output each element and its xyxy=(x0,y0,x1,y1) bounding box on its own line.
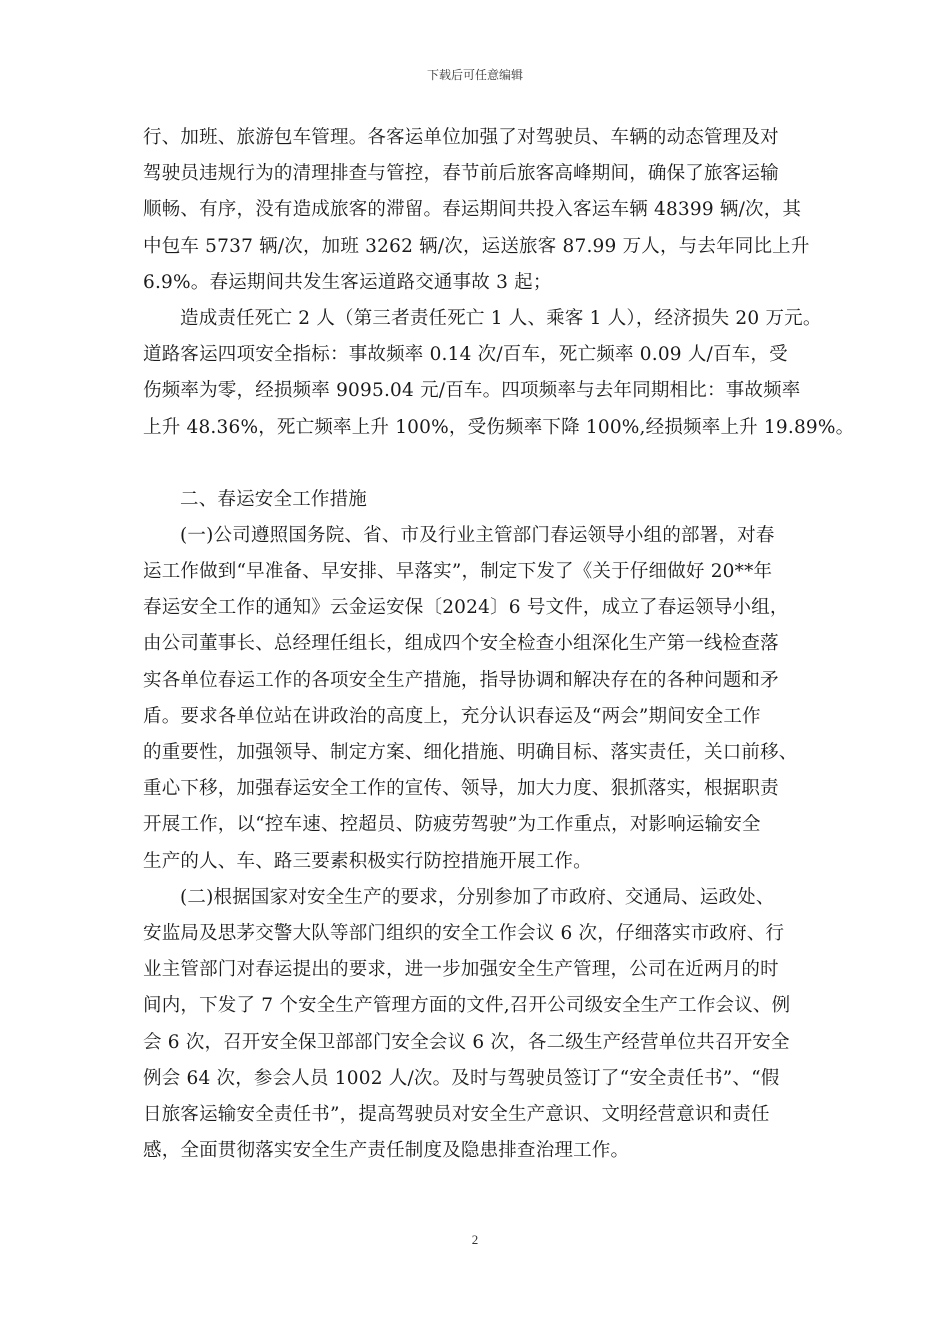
text-line: 业主管部门对春运提出的要求，进一步加强安全生产管理，公司在近两月的时 xyxy=(143,959,779,981)
text-line: (二)根据国家对安全生产的要求，分别参加了市政府、交通局、运政处、 xyxy=(180,886,775,908)
document-body xyxy=(143,120,855,1169)
text-line: 日旅客运输安全责任书”，提高驾驶员对安全生产意识、文明经营意识和责任 xyxy=(143,1103,770,1125)
text-line: 中包车 5737 辆/次，加班 3262 辆/次，运送旅客 87.99 万人，与去年同比上升 xyxy=(143,235,810,257)
text-line: 实各单位春运工作的各项安全生产措施，指导协调和解决存在的各种问题和矛 xyxy=(143,669,779,691)
text-line: 的重要性，加强领导、制定方案、细化措施、明确目标、落实责任，关口前移、 xyxy=(143,742,798,763)
text-line: 安监局及思茅交警大队等部门组织的安全工作会议 6 次，仔细落实市政府、行 xyxy=(143,922,785,944)
text-line: 例会 64 次，参会人员 1002 人/次。及时与驾驶员签订了“安全责任书”、“假 xyxy=(143,1067,780,1089)
text-line: 6.9%。春运期间共发生客运道路交通事故 3 起； xyxy=(143,271,552,293)
text-line: 生产的人、车、路三要素积极实行防控措施开展工作。 xyxy=(143,850,592,872)
text-line: 行、加班、旅游包车管理。各客运单位加强了对驾驶员、车辆的动态管理及对 xyxy=(143,127,779,148)
paragraph-spacer xyxy=(143,446,811,482)
text-line: 上升 48.36%，死亡频率上升 100%，受伤频率下降 100%,经损频率上升 19.89%。 xyxy=(143,416,855,438)
text-line: 盾。要求各单位站在讲政治的高度上，充分认识春运及“两会”期间安全工作 xyxy=(143,705,761,727)
text-line: 运工作做到“早准备、早安排、早落实”，制定下发了《关于仔细做好 20**年 xyxy=(143,561,773,583)
text-line: 春运安全工作的通知》云金运安保〔2024〕6 号文件，成立了春运领导小组， xyxy=(143,597,789,619)
text-line: 重心下移，加强春运安全工作的宣传、领导，加大力度、狠抓落实，根据职责 xyxy=(143,778,779,800)
page-header: 下载后可任意编辑 xyxy=(426,68,523,82)
text-line: 感，全面贯彻落实安全生产责任制度及隐患排查治理工作。 xyxy=(143,1140,630,1162)
text-line: 由公司董事长、总经理任组长，组成四个安全检查小组深化生产第一线检查落 xyxy=(143,633,779,655)
page-number: 2 xyxy=(471,1232,479,1247)
paragraph-passenger-transport-summary xyxy=(143,120,811,301)
text-line: 造成责任死亡 2 人（第三者责任死亡 1 人、乘客 1 人），经济损失 20 万元。 xyxy=(180,307,822,329)
text-line: 道路客运四项安全指标：事故频率 0.14 次/百车，死亡频率 0.09 人/百车，受 xyxy=(143,344,788,366)
text-line: 伤频率为零，经损频率 9095.04 元/百车。四项频率与去年同期相比：事故频率 xyxy=(143,380,801,402)
heading-text: 二、春运安全工作措施 xyxy=(180,488,368,510)
text-line: 驾驶员违规行为的清理排查与管控，春节前后旅客高峰期间，确保了旅客运输 xyxy=(143,163,779,185)
paragraph-measure-two xyxy=(143,880,811,1170)
paragraph-safety-indicators xyxy=(143,301,855,446)
text-line: 间内，下发了 7 个安全生产管理方面的文件,召开公司级安全生产工作会议、例 xyxy=(143,995,791,1017)
paragraph-measure-one xyxy=(143,518,811,880)
section-heading xyxy=(143,482,811,518)
text-line: 顺畅、有序，没有造成旅客的滞留。春运期间共投入客运车辆 48399 辆/次，其 xyxy=(143,199,802,221)
text-line: 开展工作，以“控车速、控超员、防疲劳驾驶”为工作重点，对影响运输安全 xyxy=(143,814,761,836)
text-line: (一)公司遵照国务院、省、市及行业主管部门春运领导小组的部署，对春 xyxy=(180,524,775,546)
text-line: 会 6 次，召开安全保卫部部门安全会议 6 次，各二级生产经营单位共召开安全 xyxy=(143,1031,790,1053)
